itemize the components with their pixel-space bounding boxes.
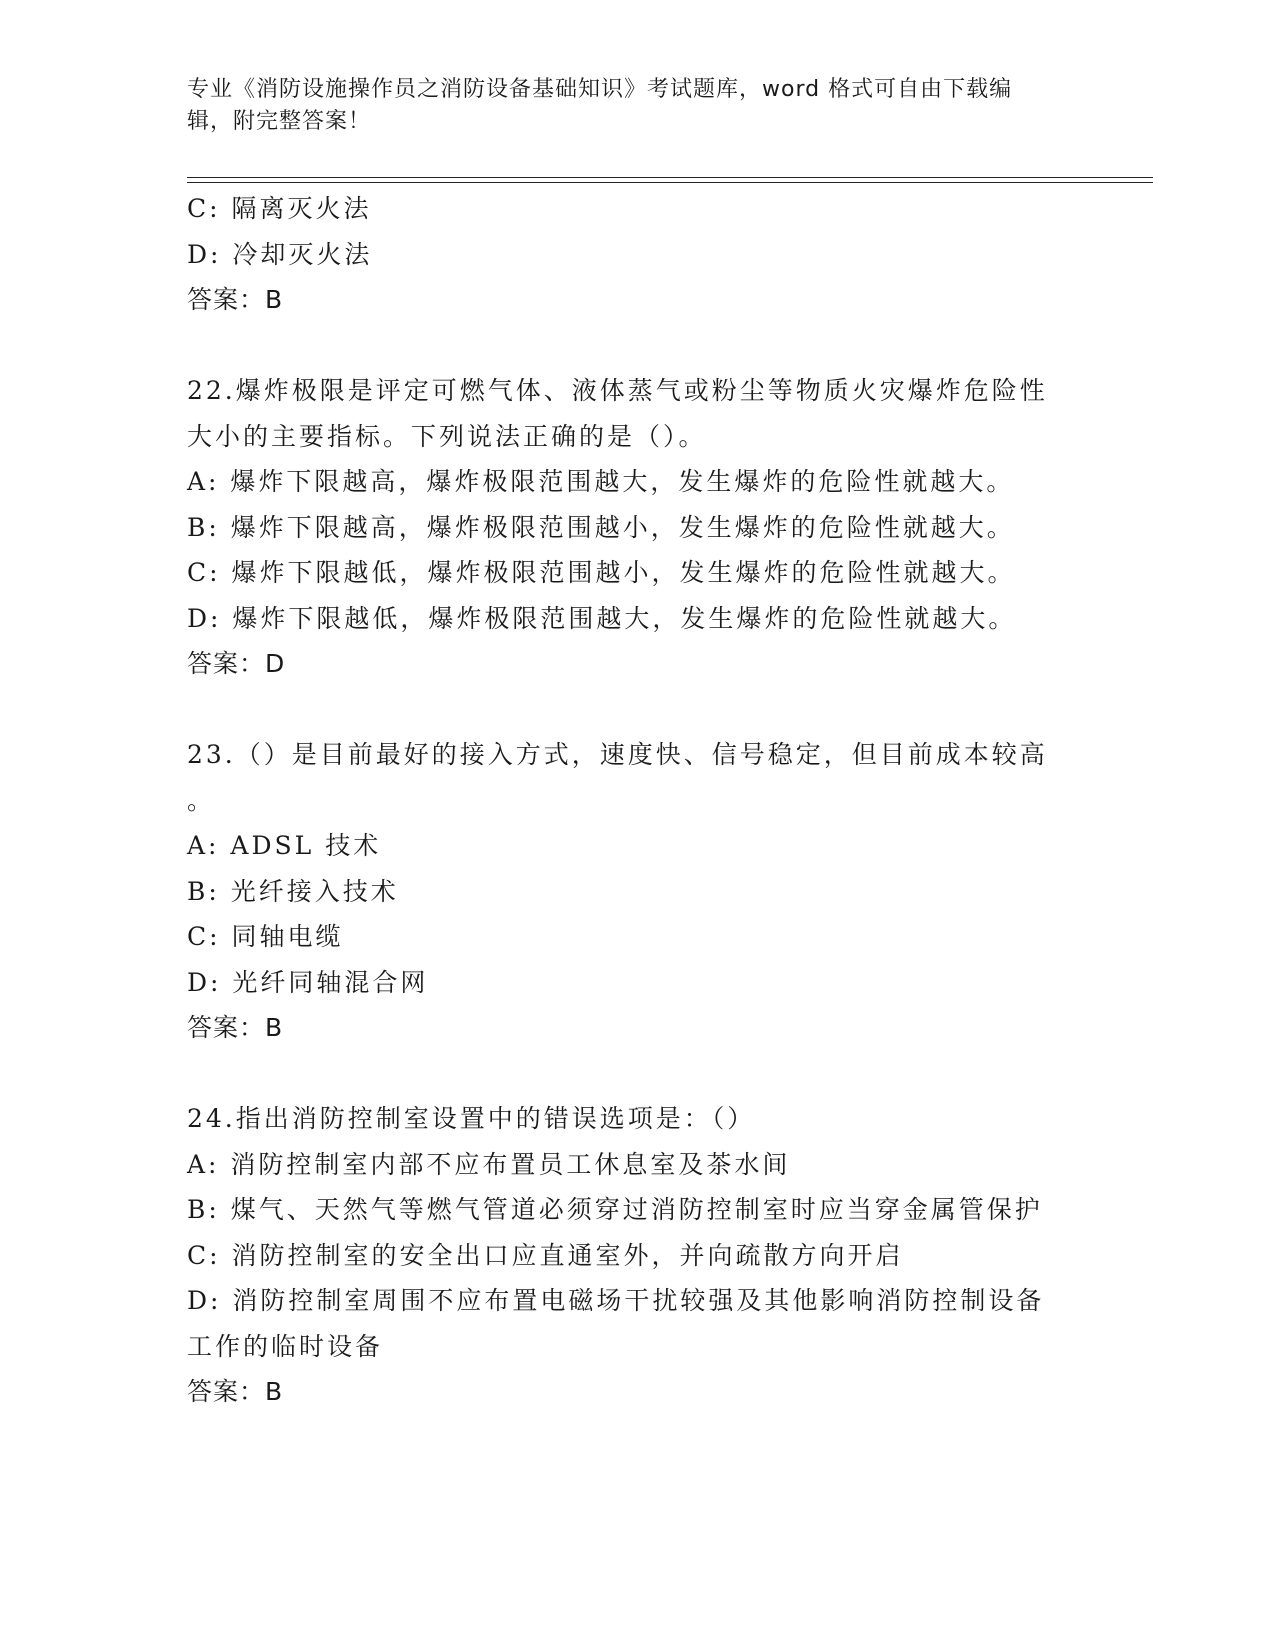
option-a: A: 爆炸下限越高，爆炸极限范围越大，发生爆炸的危险性就越大。 bbox=[187, 467, 1015, 496]
option-d: D: 爆炸下限越低，爆炸极限范围越大，发生爆炸的危险性就越大。 bbox=[187, 603, 1017, 633]
option-b: B: 煤气、天然气等燃气管道必须穿过消防控制室时应当穿金属管保护 bbox=[187, 1195, 1043, 1224]
question-22 bbox=[187, 368, 1087, 687]
question-stem-continued: 大小的主要指标。下列说法正确的是（）。 bbox=[187, 421, 707, 451]
option-a: A: 消防控制室内部不应布置员工休息室及茶水间 bbox=[187, 1149, 791, 1179]
answer: 答案：B bbox=[187, 285, 284, 314]
spacer bbox=[187, 323, 1087, 369]
page-header bbox=[187, 74, 1087, 138]
option-d: D: 消防控制室周围不应布置电磁场干扰较强及其他影响消防控制设备 bbox=[187, 1286, 1045, 1315]
question-stem: 23.（）是目前最好的接入方式，速度快、信号稳定，但目前成本较高 bbox=[187, 740, 1048, 769]
header-divider-top bbox=[187, 177, 1153, 178]
answer: 答案：B bbox=[187, 1377, 284, 1406]
option-c: C: 消防控制室的安全出口应直通室外，并向疏散方向开启 bbox=[187, 1240, 904, 1270]
question-stem-continued: 。 bbox=[187, 785, 216, 815]
option-c: C: 爆炸下限越低，爆炸极限范围越小，发生爆炸的危险性就越大。 bbox=[187, 558, 1016, 587]
spacer bbox=[187, 1051, 1087, 1097]
option-d-continued: 工作的临时设备 bbox=[187, 1331, 384, 1361]
option-d: D: 光纤同轴混合网 bbox=[187, 967, 429, 997]
option-a: A: ADSL 技术 bbox=[187, 831, 382, 860]
header-divider-bottom bbox=[187, 182, 1153, 183]
option-b: B: 光纤接入技术 bbox=[187, 876, 399, 906]
question-stem: 22.爆炸极限是评定可燃气体、液体蒸气或粉尘等物质火灾爆炸危险性 bbox=[187, 376, 1048, 405]
answer: 答案：D bbox=[187, 649, 286, 678]
question-23 bbox=[187, 732, 1087, 1051]
option-d: D: 冷却灭火法 bbox=[187, 239, 373, 269]
header-line-2: 辑，附完整答案！ bbox=[187, 109, 372, 134]
header-line-1: 专业《消防设施操作员之消防设备基础知识》考试题库，word 格式可自由下载编 bbox=[187, 77, 1013, 102]
question-stem: 24.指出消防控制室设置中的错误选项是：（） bbox=[187, 1104, 756, 1133]
option-b: B: 爆炸下限越高，爆炸极限范围越小，发生爆炸的危险性就越大。 bbox=[187, 512, 1015, 542]
answer: 答案：B bbox=[187, 1013, 284, 1042]
question-24 bbox=[187, 1096, 1087, 1415]
option-c: C: 同轴电缆 bbox=[187, 922, 344, 951]
option-c: C: 隔离灭火法 bbox=[187, 194, 372, 223]
question-21-tail bbox=[187, 186, 1087, 323]
spacer bbox=[187, 687, 1087, 733]
question-list bbox=[187, 186, 1087, 1415]
